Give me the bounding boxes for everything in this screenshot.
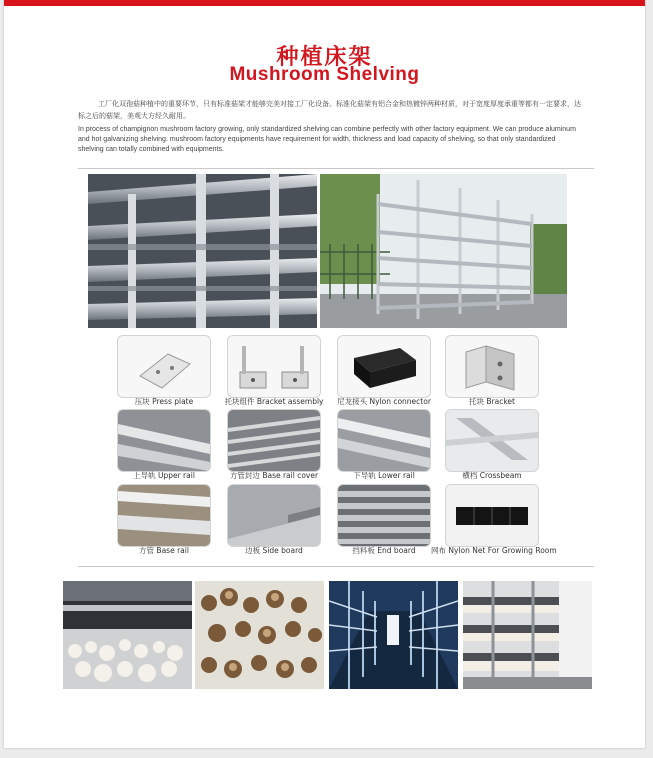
component-label: 尼龙接头 Nylon connector (337, 397, 431, 406)
photo-mushroom-clusters (195, 581, 324, 689)
base-rail-cover-icon (227, 409, 321, 472)
component-label: 边板 Side board (245, 546, 303, 555)
component-label: 压块 Press plate (134, 397, 194, 406)
component-label: 横档 Crossbeam (462, 471, 522, 480)
upper-rail-icon (117, 409, 211, 472)
photo-mushrooms-growing-room (63, 581, 192, 689)
component-base-rail (117, 484, 211, 555)
crossbeam-icon (445, 409, 539, 472)
top-accent-bar (4, 0, 645, 6)
component-label: 网布 Nylon Net For Growing Room (431, 546, 557, 555)
bracket-assembly-icon (227, 335, 321, 398)
base-rail-icon (117, 484, 211, 547)
component-label: 托块 Bracket (469, 397, 515, 406)
divider-top (78, 168, 594, 169)
nylon-net-icon (445, 484, 539, 547)
component-crossbeam (445, 409, 539, 480)
brochure-page (4, 0, 645, 748)
lower-rail-icon (337, 409, 431, 472)
photo-shelving-corridor (329, 581, 458, 689)
component-bracket-assembly (224, 335, 324, 406)
component-nylon-net (431, 484, 557, 555)
divider-bottom (78, 566, 594, 567)
photo-growing-shelf-side-view (463, 581, 592, 689)
intro-paragraph-chinese: 工厂化双孢菇种植中的重要环节，只有标准菇架才能够完美对接工厂化设备。标准化菇架有铝合金和热镀锌两种材质，对于宽度厚度承重等都有一定要求，达标之后的菇架，美观大方经久耐用。 (78, 100, 581, 120)
component-end-board (337, 484, 431, 555)
component-label: 托块组件 Bracket assembly (224, 397, 324, 406)
component-press-plate (117, 335, 211, 406)
component-nylon-connector (337, 335, 431, 406)
side-board-icon (227, 484, 321, 547)
intro-paragraph-english: In process of champignon mushroom factory growing, only standardized shelving can combine perfectly with other factory equipment. We can produce aluminum and hot galvanizing shelving. mushroom factory equipments have requirement for width, thickness and load capacity of shelving, so that only standardized shelving can totally combined with equipments. (78, 126, 576, 153)
component-label: 上导轨 Upper rail (133, 471, 195, 480)
bracket-icon (445, 335, 539, 398)
press-plate-icon (117, 335, 211, 398)
component-label: 方管封边 Base rail cover (229, 471, 319, 480)
title-english: Mushroom Shelving (229, 64, 420, 85)
component-base-rail-cover (227, 409, 321, 480)
nylon-connector-icon (337, 335, 431, 398)
component-label: 方管 Base rail (139, 546, 189, 555)
photo-galvanized-shelving-outdoor (320, 174, 567, 328)
component-label: 挡料板 End board (352, 546, 416, 555)
component-bracket (445, 335, 539, 406)
photo-aluminum-shelving-closeup (88, 174, 317, 328)
component-label: 下导轨 Lower rail (353, 471, 415, 480)
title-chinese: 种植床架 (276, 45, 373, 70)
component-side-board (227, 484, 321, 555)
end-board-icon (337, 484, 431, 547)
component-upper-rail (117, 409, 211, 480)
component-lower-rail (337, 409, 431, 480)
